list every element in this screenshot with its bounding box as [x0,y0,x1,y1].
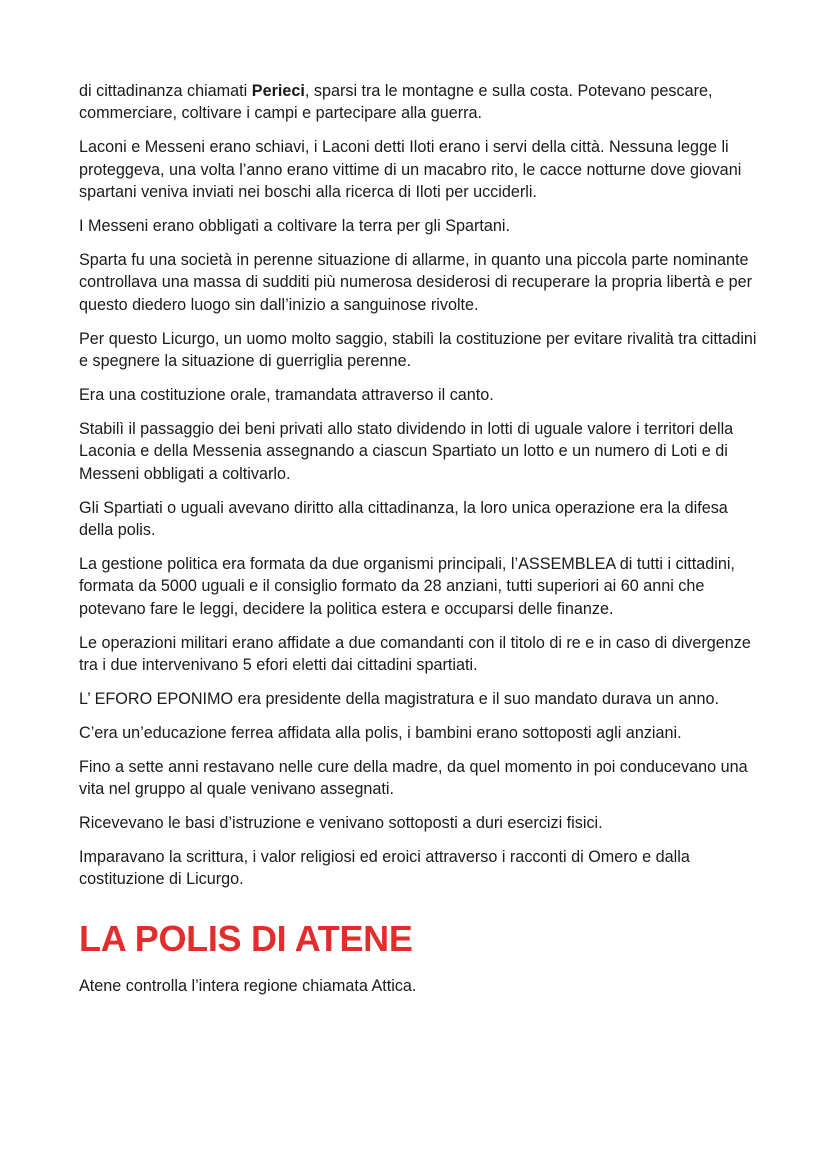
paragraph-gestione-politica: La gestione politica era formata da due organismi principali, l’ASSEMBLEA di tutti i cittadini, formata da 5000 uguali e il consiglio formato da 28 anziani, tutti superiori ai 60 anni che potevano fare le leggi, decidere la politica estera e occuparsi delle finanze. [79,554,735,618]
document-page [79,80,759,1009]
paragraph-perieci [79,80,759,125]
paragraph-spartiati: Gli Spartiati o uguali avevano diritto alla cittadinanza, la loro unica operazione era la difesa della polis. [79,498,728,539]
paragraph-licurgo: Per questo Licurgo, un uomo molto saggio, stabilì la costituzione per evitare rivalità tra cittadini e spegnere la situazione di guerriglia perenne. [79,329,757,371]
paragraph-istruzione: Ricevevano le basi d’istruzione e venivano sottoposti a duri esercizi fisici. [79,814,603,833]
paragraph-operazioni-militari: Le operazioni militari erano affidate a due comandanti con il titolo di re e in caso di divergenze tra i due intervenivano 5 efori eletti dai cittadini spartiati. [79,633,751,675]
paragraph-educazione: C’era un’educazione ferrea affidata alla polis, i bambini erano sottoposti agli anziani. [79,723,682,742]
paragraph-messeni: I Messeni erano obbligati a coltivare la terra per gli Spartani. [79,217,510,236]
bold-term-perieci: Perieci [251,82,305,100]
paragraph-costituzione-orale: Era una costituzione orale, tramandata attraverso il canto. [79,385,494,404]
paragraph-eforo-eponimo: L’ EFORO EPONIMO era presidente della magistratura e il suo mandato durava un anno. [79,689,720,708]
paragraph-text: , sparsi tra le montagne e sulla costa. Potevano pescare, commerciare, coltivare i campi e partecipare alla guerra. [79,82,713,123]
paragraph-beni-privati: Stabilì il passaggio dei beni privati allo stato dividendo in lotti di uguale valore i territori della Laconia e della Messenia assegnando a ciascun Spartiato un lotto e un numero di Loti e di Messeni obbligati a coltivarlo. [79,419,734,483]
paragraph-text: di cittadinanza chiamati [79,82,252,100]
paragraph-sparta-allarme: Sparta fu una società in perenne situazione di allarme, in quanto una piccola parte nominante controllava una massa di sudditi più numerosa desiderosi di recuperare la propria libertà e per questo diedero luogo sin dall’inizio a sanguinose rivolte. [79,250,753,314]
paragraph-sette-anni: Fino a sette anni restavano nelle cure della madre, da quel momento in poi conducevano una vita nel gruppo al quale venivano assegnati. [79,757,748,799]
paragraph-scrittura: Imparavano la scrittura, i valor religiosi ed eroici attraverso i racconti di Omero e dalla costituzione di Licurgo. [79,847,690,889]
paragraph-laconi-messeni: Laconi e Messeni erano schiavi, i Laconi detti Iloti erano i servi della città. Nessuna legge li proteggeva, una volta l’anno erano vittime di un macabro rito, le cacce notturne dove giovani spartani veniva inviati nei boschi alla ricerca di Iloti per ucciderli. [79,138,742,202]
section-heading-atene: LA POLIS DI ATENE [79,917,413,959]
paragraph-atene-intro: Atene controlla l’intera regione chiamata Attica. [79,976,417,995]
